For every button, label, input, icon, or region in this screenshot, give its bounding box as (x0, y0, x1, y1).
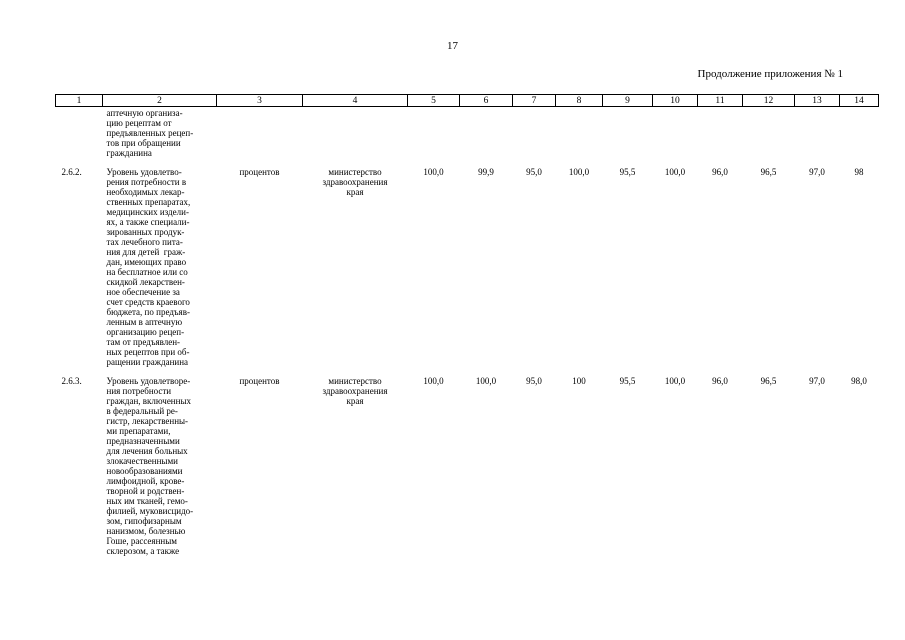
value-cell: 100,0 (475, 376, 497, 386)
indicator-name-line: для лечения больных (106, 446, 188, 456)
indicator-name-line: ния потребности (106, 386, 172, 396)
indicator-name-line: скидкой лекарствен- (106, 277, 185, 287)
column-header-9: 9 (603, 95, 653, 107)
indicator-name-line: ращении гражданина (106, 357, 189, 367)
indicator-name-line: филией, муковисцидо- (106, 506, 194, 516)
indicator-name-line: предъявленных рецеп- (106, 128, 194, 138)
value-cell: 99,9 (478, 167, 494, 177)
indicator-name-line: аптечную организа- (106, 108, 183, 118)
indicator-name-line: ленным в аптечную (106, 317, 183, 327)
indicator-name-line: Гоше, рассеянным (106, 536, 177, 546)
value-cell (603, 107, 653, 159)
value-cell (556, 107, 603, 159)
indicator-name-line: гистр, лекарственны- (106, 416, 189, 426)
value-cell: 95,0 (526, 376, 542, 386)
indicator-name-line: ях, а также специали- (106, 217, 190, 227)
indicator-name-line: счет средств краевого (106, 297, 190, 307)
indicator-name-line: зом, гипофизарным (106, 516, 182, 526)
value-cell (698, 107, 743, 159)
row-number (56, 107, 103, 159)
indicator-name-line: тах лечебного пита- (106, 237, 183, 247)
indicator-name-line: тов при обращении (106, 138, 181, 148)
column-header-6: 6 (460, 95, 513, 107)
indicator-name-line: злокачественными (106, 456, 178, 466)
indicator-name (103, 158, 217, 367)
indicator-name-line: в федеральный ре- (106, 406, 178, 416)
value-cell: 98,0 (851, 376, 867, 386)
value-cell: 96,0 (712, 167, 728, 177)
executor-line: края (346, 187, 364, 197)
indicator-name-line: ных им тканей, гемо- (106, 496, 188, 506)
indicator-name-line: ное обеспечение за (106, 287, 180, 297)
value-cell: 100,0 (568, 167, 590, 177)
table-row (56, 367, 879, 556)
value-cell: 96,5 (760, 376, 777, 386)
indicator-name-line: ми препаратами, (106, 426, 171, 436)
indicator-name-line: творной и родствен- (106, 486, 185, 496)
column-header-8: 8 (556, 95, 603, 107)
value-cell: 100 (572, 376, 586, 386)
value-cell (743, 107, 795, 159)
indicator-name-line: необходимых лекар- (106, 187, 185, 197)
page-number: 17 (447, 40, 458, 52)
value-cell: 97,0 (809, 376, 825, 386)
indicator-name-line: ных рецептов при об- (106, 347, 190, 357)
appendix-table (55, 94, 879, 556)
value-cell (795, 107, 840, 159)
indicator-name-line: ния для детей граж- (106, 247, 186, 257)
column-header-7: 7 (513, 95, 556, 107)
row-number: 2.6.2. (61, 167, 82, 177)
value-cell (408, 107, 460, 159)
value-cell: 100,0 (423, 376, 444, 386)
indicator-name-line: граждан, включенных (106, 396, 191, 406)
unit-of-measure (217, 107, 303, 159)
value-cell (513, 107, 556, 159)
value-cell: 97,0 (809, 167, 825, 177)
executor (303, 158, 408, 367)
column-header-3: 3 (217, 95, 303, 107)
value-cell (840, 107, 879, 159)
column-header-1: 1 (56, 95, 103, 107)
indicator-name (103, 107, 217, 159)
row-number: 2.6.3. (61, 376, 82, 386)
unit-of-measure: процентов (239, 376, 280, 386)
table-row (56, 107, 879, 159)
value-cell: 100,0 (664, 376, 686, 386)
value-cell: 95,5 (619, 376, 636, 386)
indicator-name-line: Уровень удовлетво- (106, 167, 182, 177)
value-cell: 100,0 (423, 167, 444, 177)
executor (303, 367, 408, 556)
indicator-name-line: организацию рецеп- (106, 327, 185, 337)
value-cell (460, 107, 513, 159)
column-header-2: 2 (103, 95, 217, 107)
executor-line: здравоохранения (322, 386, 388, 396)
indicator-name-line: ственных препаратах, (106, 197, 191, 207)
indicator-name-line: гражданина (106, 148, 152, 158)
table-body (56, 107, 879, 557)
indicator-name-line: нанизмом, болезнью (106, 526, 186, 536)
column-header-14: 14 (840, 95, 879, 107)
indicator-name-line: предназначенными (106, 436, 180, 446)
indicator-name-line: дан, имеющих право (106, 257, 187, 267)
unit-of-measure: процентов (239, 167, 280, 177)
executor (303, 107, 408, 159)
indicator-name-line: зированных продук- (106, 227, 185, 237)
indicator-name-line: рения потребности в (106, 177, 187, 187)
value-cell: 96,0 (712, 376, 728, 386)
indicator-name-line: на бесплатное или со (106, 267, 188, 277)
value-cell: 96,5 (760, 167, 777, 177)
indicator-name (103, 367, 217, 556)
column-header-4: 4 (303, 95, 408, 107)
value-cell: 95,5 (619, 167, 636, 177)
executor-line: здравоохранения (322, 177, 388, 187)
indicator-name-line: там от предъявлен- (106, 337, 181, 347)
value-cell: 100,0 (664, 167, 686, 177)
executor-line: министерство (328, 167, 382, 177)
indicator-name-line: Уровень удовлетворе- (106, 376, 191, 386)
continuation-title: Продолжение приложения № 1 (697, 68, 843, 80)
indicator-name-line: склерозом, а также (106, 546, 180, 556)
executor-line: края (346, 396, 364, 406)
header-row (56, 95, 879, 107)
indicator-name-line: бюджета, по предъяв- (106, 307, 190, 317)
column-header-12: 12 (743, 95, 795, 107)
value-cell: 95,0 (526, 167, 542, 177)
column-header-10: 10 (653, 95, 698, 107)
indicator-name-line: новообразованиями (106, 466, 183, 476)
column-header-11: 11 (698, 95, 743, 107)
indicator-name-line: медицинских издели- (106, 207, 189, 217)
table-row (56, 158, 879, 367)
value-cell (653, 107, 698, 159)
column-header-13: 13 (795, 95, 840, 107)
value-cell: 98 (854, 167, 864, 177)
indicator-name-line: лимфоидной, крове- (106, 476, 185, 486)
executor-line: министерство (328, 376, 382, 386)
indicator-name-line: цию рецептам от (106, 118, 172, 128)
column-header-5: 5 (408, 95, 460, 107)
